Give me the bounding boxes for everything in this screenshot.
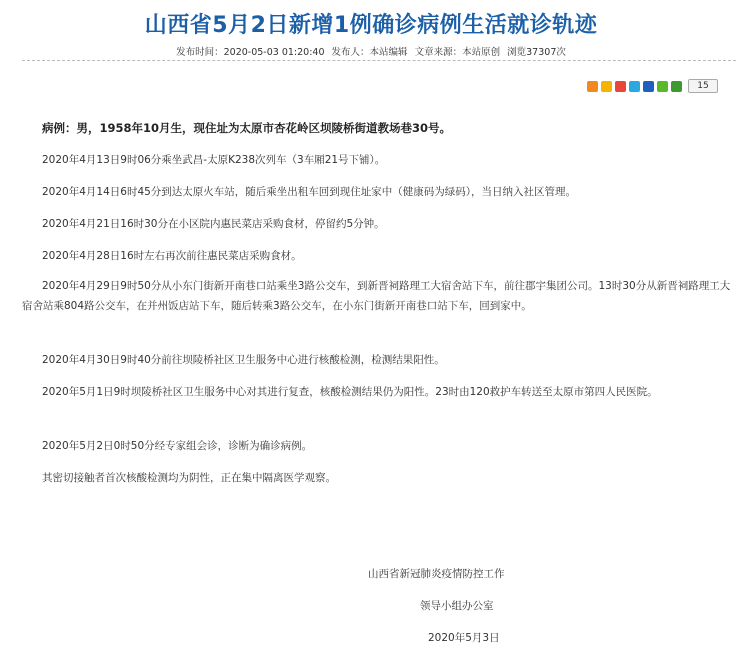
share-qq-icon[interactable] — [629, 81, 640, 92]
share-renren-icon[interactable] — [643, 81, 654, 92]
signature-org: 山西省新冠肺炎疫情防控工作 — [368, 568, 505, 580]
view-count: 浏览37307次 — [507, 47, 566, 58]
case-summary: 病例：男，1958年10月生，现住址为太原市杏花岭区坝陵桥街道教场巷30号。 — [42, 121, 452, 135]
paragraph: 2020年4月28日16时左右再次前往惠民菜店采购食材。 — [42, 250, 302, 262]
article-source: 文章来源：本站原创 — [414, 47, 501, 58]
share-count-badge[interactable]: 15 — [688, 79, 718, 93]
share-bar — [587, 79, 718, 93]
paragraph: 2020年5月2日0时50分经专家组会诊，诊断为确诊病例。 — [42, 440, 313, 452]
share-plus-icon[interactable] — [587, 81, 598, 92]
paragraph: 2020年4月29日9时50分从小东门街新开南巷口站乘坐3路公交车，到新晋祠路理工大宿舍站下车，前往郡宇集团公司。13时30分从新晋祠路理工大宿舍站乘804路公交车，在并州饭店站下车，随后转乘3路公交车，在小东门街新开南巷口站下车，回到家中。 — [22, 280, 731, 312]
share-douban-icon[interactable] — [671, 81, 682, 92]
article-title: 山西省5月2日新增1例确诊病例生活就诊轨迹 — [144, 13, 598, 38]
publish-time: 发布时间：2020-05-03 01:20:40 — [176, 47, 325, 58]
paragraph: 2020年4月30日9时40分前往坝陵桥社区卫生服务中心进行核酸检测，检测结果阳性。 — [42, 354, 445, 366]
signature-date: 2020年5月3日 — [428, 632, 500, 644]
paragraph: 2020年5月1日9时坝陵桥社区卫生服务中心对其进行复查，核酸检测结果仍为阳性。23时由120救护车转送至太原市第四人民医院。 — [42, 386, 658, 398]
title-divider — [22, 60, 736, 61]
signature-office: 领导小组办公室 — [420, 600, 494, 612]
paragraph: 2020年4月13日9时06分乘坐武昌-太原K238次列车（3车厢21号下铺）。 — [42, 154, 386, 166]
article-meta — [0, 44, 742, 58]
paragraph: 2020年4月21日16时30分在小区院内惠民菜店采购食材，停留约5分钟。 — [42, 218, 385, 230]
share-weibo-icon[interactable] — [615, 81, 626, 92]
paragraph: 其密切接触者首次核酸检测均为阴性，正在集中隔离医学观察。 — [42, 472, 336, 484]
share-wechat-icon[interactable] — [657, 81, 668, 92]
paragraph: 2020年4月14日6时45分到达太原火车站，随后乘坐出租车回到现住址家中（健康码为绿码），当日纳入社区管理。 — [42, 186, 577, 198]
share-qzone-icon[interactable] — [601, 81, 612, 92]
publisher: 发布人：本站编辑 — [331, 47, 408, 58]
